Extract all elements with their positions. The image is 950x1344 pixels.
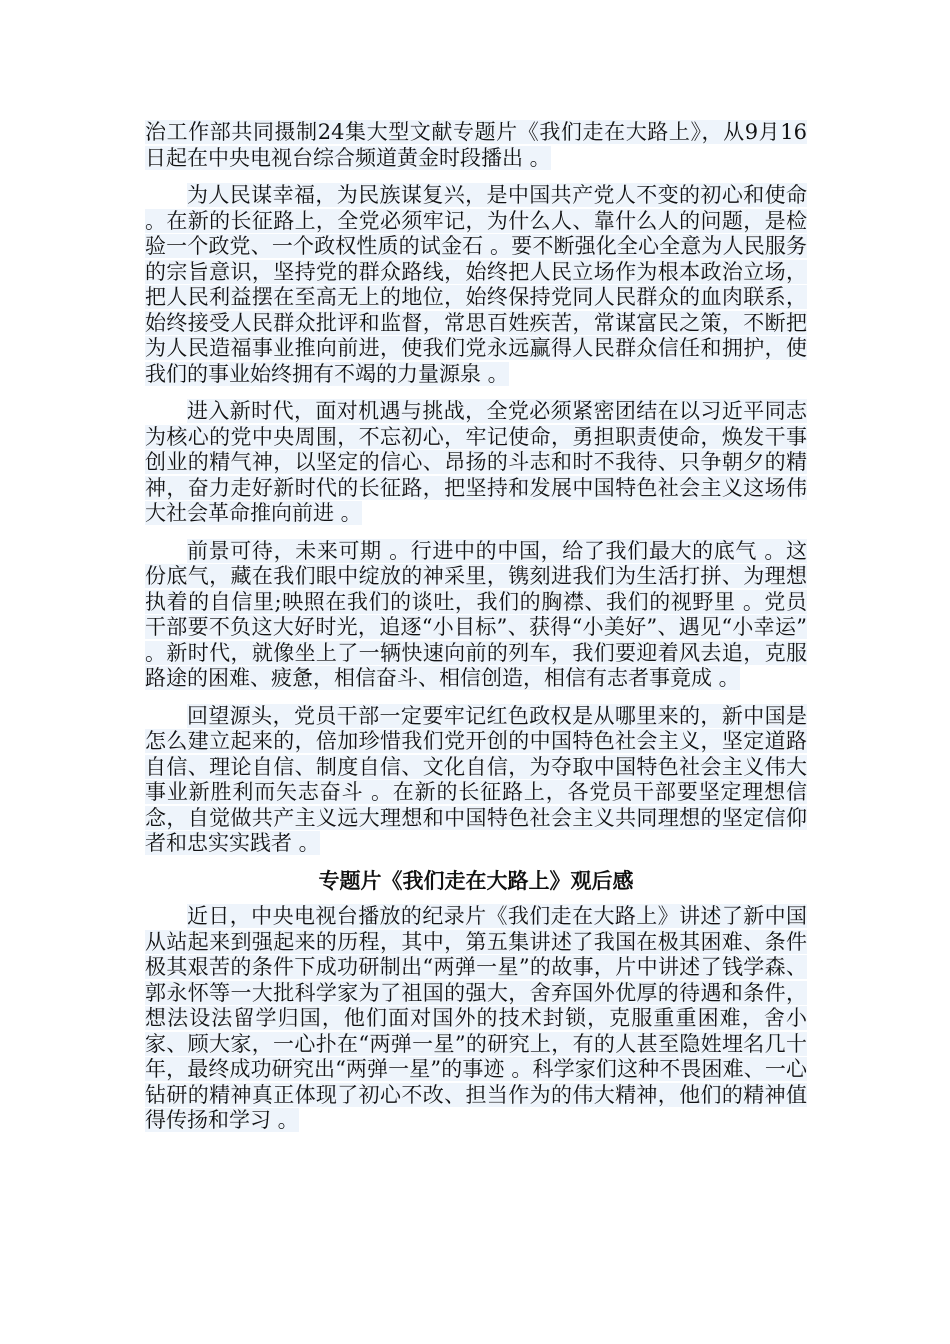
- document-page: [145, 120, 807, 1146]
- paragraph-5: [145, 704, 807, 857]
- paragraph-3-text: 进入新时代，面对机遇与挑战，全党必须紧密团结在以习近平同志为核心的党中央周围，不忘初心，牢记使命，勇担职责使命，焕发干事创业的精气神，以坚定的信心、昂扬的斗志和时不我待、只争朝夕的精神，奋力走好新时代的长征路，把坚持和发展中国特色社会主义这场伟大社会革命推向前进 。: [145, 399, 807, 525]
- paragraph-2-text: 为人民谋幸福，为民族谋复兴，是中国共产党人不变的初心和使命 。在新的长征路上，全党必须牢记，为什么人、靠什么人的问题，是检验一个政党、一个政权性质的试金石 。要不断强化全心全意为人民服务的宗旨意识，坚持党的群众路线，始终把人民立场作为根本政治立场，把人民利益摆在至高无上的地位，始终保持党同人民群众的血肉联系，始终接受人民群众批评和监督，常思百姓疾苦，常谋富民之策，不断把为人民造福事业推向前进，使我们党永远赢得人民群众信任和拥护，使我们的事业始终拥有不竭的力量源泉 。: [145, 183, 807, 386]
- section-heading: 专题片《我们走在大路上》观后感: [318, 868, 634, 893]
- paragraph-6-text: 近日，中央电视台播放的纪录片《我们走在大路上》讲述了新中国从站起来到强起来的历程，其中，第五集讲述了我国在极其困难、条件极其艰苦的条件下成功研制出“两弹一星”的故事，片中讲述了钱学森、郭永怀等一大批科学家为了祖国的强大，舍弃国外优厚的待遇和条件，想法设法留学归国，他们面对国外的技术封锁，克服重重困难，舍小家、顾大家，一心扑在“两弹一星”的研究上，有的人甚至隐姓埋名几十年，最终成功研究出“两弹一星”的事迹 。科学家们这种不畏困难、一心钻研的精神真正体现了初心不改、担当作为的伟大精神，他们的精神值得传扬和学习 。: [145, 904, 807, 1132]
- paragraph-2: [145, 183, 807, 387]
- paragraph-1: [145, 120, 807, 171]
- paragraph-4: [145, 539, 807, 692]
- paragraph-3: [145, 399, 807, 527]
- paragraph-4-text: 前景可待，未来可期 。行进中的中国，给了我们最大的底气 。这份底气，藏在我们眼中绽放的神采里，镌刻进我们为生活打拼、为理想执着的自信里;映照在我们的谈吐，我们的胸襟、我们的视野里 。党员干部要不负这大好时光，追逐“小目标”、获得“小美好”、遇见“小幸运” 。新时代，就像坐上了一辆快速向前的列车，我们要迎着风去追，克服路途的困难、疲惫，相信奋斗、相信创造，相信有志者事竟成 。: [145, 538, 807, 690]
- paragraph-5-text: 回望源头，党员干部一定要牢记红色政权是从哪里来的，新中国是怎么建立起来的，倍加珍惜我们党开创的中国特色社会主义，坚定道路自信、理论自信、制度自信、文化自信，为夺取中国特色社会主义伟大事业新胜利而矢志奋斗 。在新的长征路上，各党员干部要坚定理想信念，自觉做共产主义远大理想和中国特色社会主义共同理想的坚定信仰者和忠实实践者 。: [145, 703, 807, 855]
- paragraph-1-text: 治工作部共同摄制24集大型文献专题片《我们走在大路上》，从9月16日起在中央电视台综合频道黄金时段播出 。: [145, 120, 807, 170]
- paragraph-6: [145, 904, 807, 1134]
